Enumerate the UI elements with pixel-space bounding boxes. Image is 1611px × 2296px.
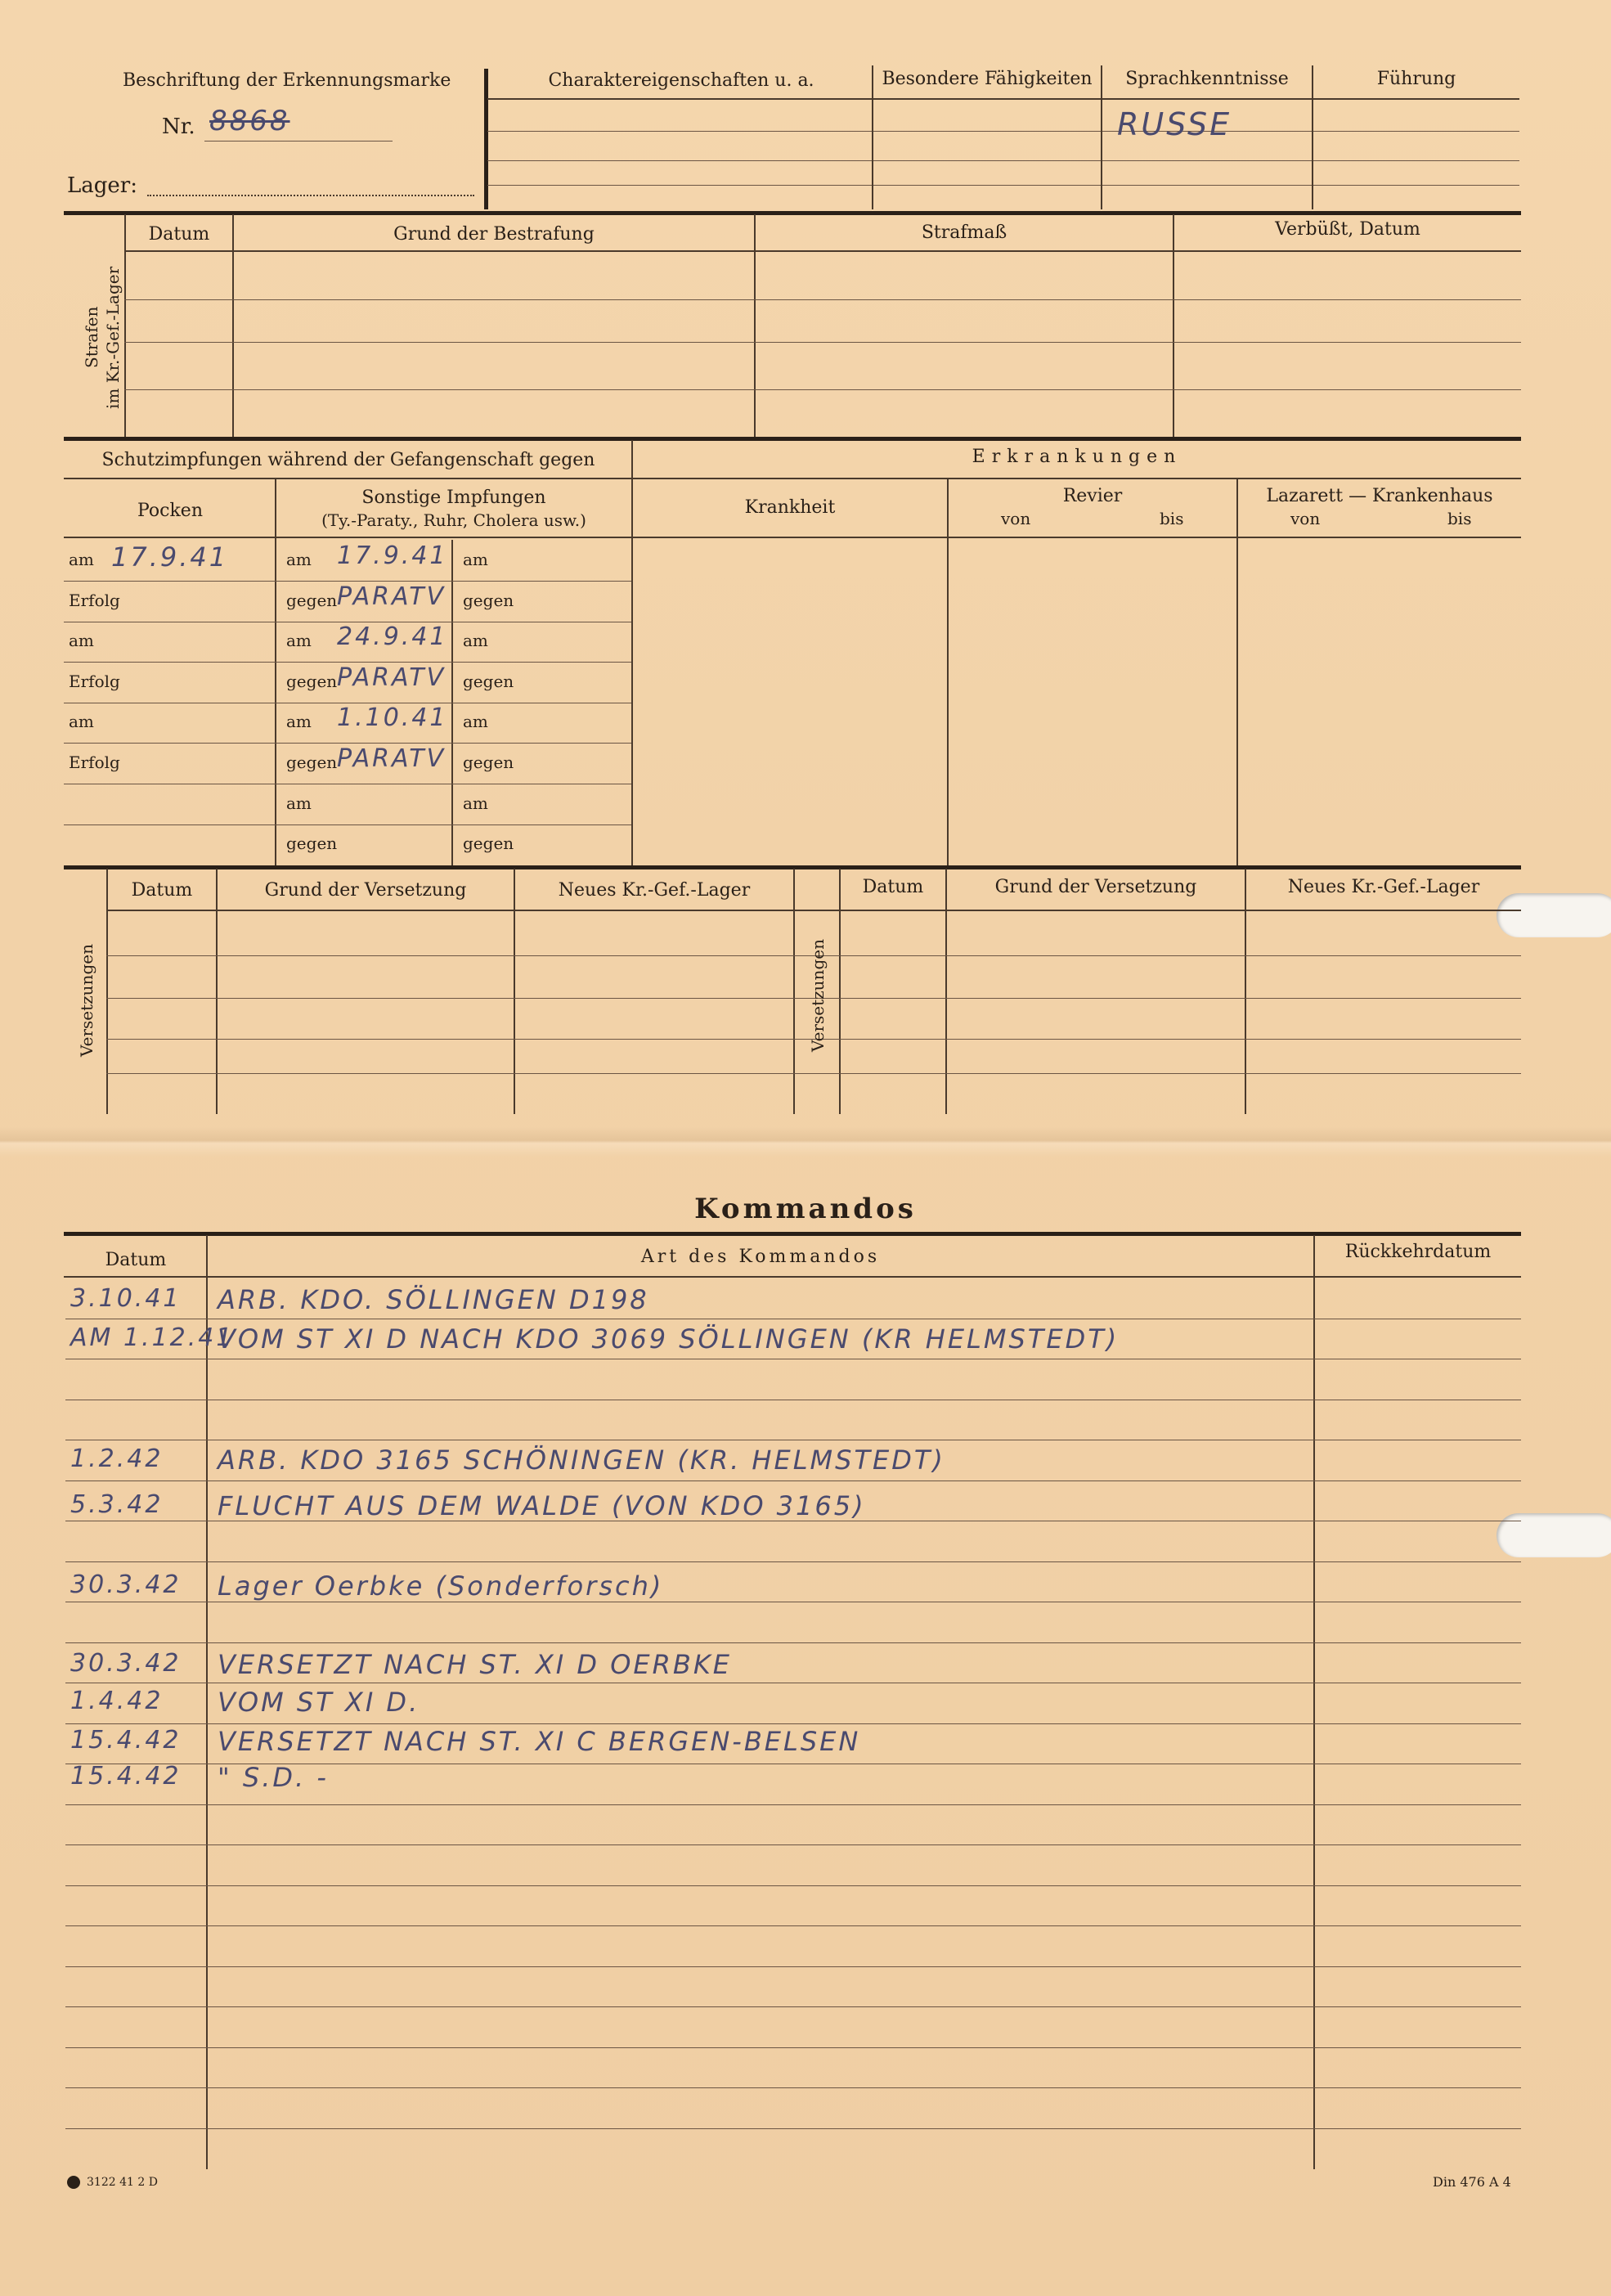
strafen-col-strafmass: Strafmaß bbox=[921, 222, 1007, 243]
kommandos-col-line bbox=[206, 1235, 208, 2169]
kommandos-row-line bbox=[65, 1966, 1521, 1967]
kommandos-col-line bbox=[1313, 1235, 1315, 2169]
lazarett-bis: bis bbox=[1447, 509, 1472, 528]
marke-label: Beschriftung der Erkennungsmarke bbox=[123, 70, 451, 91]
impf-sonstige-value: 1.10.41 bbox=[337, 703, 448, 732]
impf-pocken-label: Erfolg bbox=[69, 753, 120, 772]
vers-col-line bbox=[945, 869, 947, 1114]
kommandos-row-line bbox=[65, 1723, 1521, 1724]
impf-pocken-value: 17.9.41 bbox=[111, 541, 229, 573]
impf-title: Schutzimpfungen während der Gefangenschaft gegen bbox=[101, 450, 595, 470]
lager-label: Lager: bbox=[67, 173, 137, 198]
col-sonstige-1: Sonstige Impfungen bbox=[361, 488, 546, 508]
nr-value: 8868 bbox=[209, 105, 290, 137]
kommandos-row-line bbox=[65, 2006, 1521, 2007]
revier-von: von bbox=[1001, 509, 1031, 528]
strafen-header-line bbox=[124, 250, 1521, 252]
strafen-col-line bbox=[232, 214, 234, 437]
vers-left-col-lager: Neues Kr.-Gef.-Lager bbox=[558, 880, 751, 901]
impf-third-label: am bbox=[463, 631, 488, 650]
revier-bis: bis bbox=[1160, 509, 1184, 528]
impf-sonstige-label: gegen bbox=[286, 833, 338, 853]
strafen-col-line bbox=[754, 214, 756, 437]
vers-top-border bbox=[64, 865, 1521, 869]
footer-left bbox=[67, 2176, 158, 2189]
vers-right-side-label: Versetzungen bbox=[808, 939, 828, 1052]
strafen-side-label-1: Strafen bbox=[82, 306, 101, 368]
kommandos-title: Kommandos bbox=[694, 1193, 917, 1225]
vers-col-line bbox=[839, 869, 841, 1114]
col-revier: Revier bbox=[1062, 486, 1123, 506]
impf-sonstige-value: 17.9.41 bbox=[337, 541, 448, 570]
impf-sonstige-value: PARATV bbox=[337, 744, 447, 773]
kommando-text: Lager Oerbke (Sonderforsch) bbox=[218, 1570, 664, 1602]
impf-sonstige-label: gegen bbox=[286, 672, 338, 691]
impf-third-label: am bbox=[463, 550, 488, 569]
strafen-col-datum: Datum bbox=[148, 224, 210, 245]
impf-third-label: gegen bbox=[463, 833, 514, 853]
col-krankheit: Krankheit bbox=[744, 497, 836, 518]
impf-sonstige-label: am bbox=[286, 550, 312, 569]
impf-third-label: am bbox=[463, 793, 488, 813]
col-fuehrung: Führung bbox=[1376, 69, 1456, 89]
lazarett-von: von bbox=[1290, 509, 1321, 528]
kommando-text: ARB. KDO 3165 SCHÖNINGEN (KR. HELMSTEDT) bbox=[218, 1445, 945, 1476]
impf-sonstige-label: am bbox=[286, 793, 312, 813]
kommando-text: VERSETZT NACH ST. XI D OERBKE bbox=[218, 1649, 733, 1680]
impf-pocken-label: am bbox=[69, 550, 94, 569]
impf-col-line bbox=[275, 479, 276, 865]
strafen-col-line bbox=[1173, 214, 1174, 437]
impf-pocken-label: am bbox=[69, 712, 94, 731]
impf-pocken-label: Erfolg bbox=[69, 591, 120, 610]
kommando-datum: 15.4.42 bbox=[70, 1726, 182, 1755]
impf-sonstige-label: am bbox=[286, 712, 312, 731]
vers-left-col-grund: Grund der Versetzung bbox=[264, 880, 467, 901]
impf-sonstige-label: am bbox=[286, 631, 312, 650]
erkr-col-line bbox=[947, 479, 949, 865]
kommando-text: FLUCHT AUS DEM WALDE (VON KDO 3165) bbox=[218, 1490, 866, 1521]
col-sprachen: Sprachkenntnisse bbox=[1125, 69, 1289, 89]
kommandos-row-line bbox=[65, 2087, 1521, 2088]
impf-row-line bbox=[64, 581, 631, 582]
footer-left-text: 3122 41 2 D bbox=[87, 2176, 158, 2189]
strafen-row-line bbox=[124, 342, 1521, 343]
col-lazarett: Lazarett — Krankenhaus bbox=[1266, 486, 1493, 506]
nr-underline bbox=[204, 141, 393, 142]
strafen-row-line bbox=[124, 299, 1521, 300]
header-row-line bbox=[487, 131, 1519, 132]
kommandos-row-line bbox=[65, 2128, 1521, 2129]
kommando-text: VERSETZT NACH ST. XI C BERGEN-BELSEN bbox=[218, 1726, 861, 1757]
kommando-text: ARB. KDO. SÖLLINGEN D198 bbox=[218, 1284, 649, 1315]
kommando-datum: 1.2.42 bbox=[70, 1445, 164, 1473]
kommandos-row-line bbox=[65, 1925, 1521, 1926]
col-charakter: Charaktereigenschaften u. a. bbox=[548, 70, 814, 91]
kommando-datum: 15.4.42 bbox=[70, 1762, 182, 1791]
kommando-datum: 5.3.42 bbox=[70, 1490, 164, 1519]
vers-header-line bbox=[106, 910, 1521, 911]
vers-col-line bbox=[514, 869, 515, 1114]
impf-sonstige-value: 24.9.41 bbox=[337, 622, 448, 651]
kommando-datum: 3.10.41 bbox=[70, 1284, 182, 1313]
kommandos-row-line bbox=[65, 1561, 1521, 1562]
kommando-datum: AM 1.12.41 bbox=[70, 1323, 235, 1352]
kommandos-row-line bbox=[65, 1804, 1521, 1805]
printer-mark-icon bbox=[67, 2176, 80, 2189]
impf-top-border bbox=[64, 437, 1521, 441]
vers-left-col-datum: Datum bbox=[131, 880, 193, 901]
kommandos-row-line bbox=[65, 1844, 1521, 1845]
impf-sonstige-value: PARATV bbox=[337, 582, 447, 611]
kommando-datum: 1.4.42 bbox=[70, 1687, 164, 1715]
impf-third-label: gegen bbox=[463, 753, 514, 772]
vers-row-line bbox=[106, 1073, 1521, 1074]
vers-left-side-label: Versetzungen bbox=[77, 944, 96, 1057]
strafen-top-border bbox=[64, 211, 1521, 215]
kommando-text: " S.D. - bbox=[218, 1762, 329, 1793]
kommando-datum: 30.3.42 bbox=[70, 1649, 182, 1678]
strafen-row-line bbox=[124, 389, 1521, 390]
vers-col-line bbox=[1245, 869, 1246, 1114]
impf-sonstige-value: PARATV bbox=[337, 663, 447, 692]
vers-col-line bbox=[216, 869, 218, 1114]
impf-pocken-label: Erfolg bbox=[69, 672, 120, 691]
impf-header-bottom bbox=[64, 537, 1521, 538]
col-sonstige-2: (Ty.-Paraty., Ruhr, Cholera usw.) bbox=[321, 510, 586, 530]
kommando-datum: 30.3.42 bbox=[70, 1570, 182, 1599]
impf-row-line bbox=[64, 662, 631, 663]
punch-hole-top bbox=[1497, 893, 1611, 937]
header-row-line bbox=[487, 98, 1519, 100]
kommandos-col-rueckkehr: Rückkehrdatum bbox=[1344, 1242, 1492, 1262]
impf-sonstige-label: gegen bbox=[286, 591, 338, 610]
nr-label: Nr. bbox=[162, 115, 195, 139]
col-faehigkeiten: Besondere Fähigkeiten bbox=[882, 69, 1093, 89]
kommando-text: VOM ST XI D. bbox=[218, 1687, 420, 1718]
kommandos-row-line bbox=[65, 2047, 1521, 2048]
kommandos-col-datum: Datum bbox=[105, 1250, 167, 1270]
impf-row-line bbox=[64, 824, 631, 825]
erkr-title: Erkrankungen bbox=[972, 447, 1182, 467]
vers-col-line bbox=[793, 869, 795, 1114]
erkr-col-line bbox=[1236, 479, 1238, 865]
footer-right: Din 476 A 4 bbox=[1433, 2174, 1511, 2190]
header-row-line bbox=[487, 160, 1519, 161]
header-divider bbox=[484, 69, 488, 209]
strafen-col-grund: Grund der Bestrafung bbox=[393, 224, 595, 245]
strafen-col-verbuesst: Verbüßt, Datum bbox=[1275, 219, 1420, 240]
kommando-text: VOM ST XI D NACH KDO 3069 SÖLLINGEN (KR HELMSTEDT) bbox=[218, 1323, 1120, 1355]
kommandos-row-line bbox=[65, 1642, 1521, 1643]
impf-third-label: gegen bbox=[463, 591, 514, 610]
kommandos-col-art: Art des Kommandos bbox=[640, 1247, 881, 1267]
kommandos-header-line bbox=[64, 1276, 1521, 1278]
kommandos-row-line bbox=[65, 1885, 1521, 1886]
strafen-col-line bbox=[124, 214, 126, 437]
kommandos-row-line bbox=[65, 1480, 1521, 1481]
impf-pocken-label: am bbox=[69, 631, 94, 650]
header-row-line bbox=[487, 185, 1519, 186]
sprachen-value: RUSSE bbox=[1117, 106, 1232, 142]
paper-fold bbox=[0, 1127, 1611, 1157]
vers-right-col-grund: Grund der Versetzung bbox=[994, 877, 1197, 897]
vers-col-line bbox=[106, 869, 108, 1114]
impf-sonstige-label: gegen bbox=[286, 753, 338, 772]
vers-right-col-datum: Datum bbox=[862, 877, 924, 897]
impf-third-label: am bbox=[463, 712, 488, 731]
impf-third-label: gegen bbox=[463, 672, 514, 691]
lager-dotted-line bbox=[147, 195, 474, 196]
impf-subheader-line bbox=[64, 478, 1521, 479]
col-pocken: Pocken bbox=[137, 501, 203, 521]
strafen-side-label-2: im Kr.-Gef.-Lager bbox=[103, 266, 123, 409]
vers-right-col-lager: Neues Kr.-Gef.-Lager bbox=[1287, 877, 1480, 897]
kommandos-top-border bbox=[64, 1232, 1521, 1236]
impf-row-line bbox=[64, 743, 631, 744]
